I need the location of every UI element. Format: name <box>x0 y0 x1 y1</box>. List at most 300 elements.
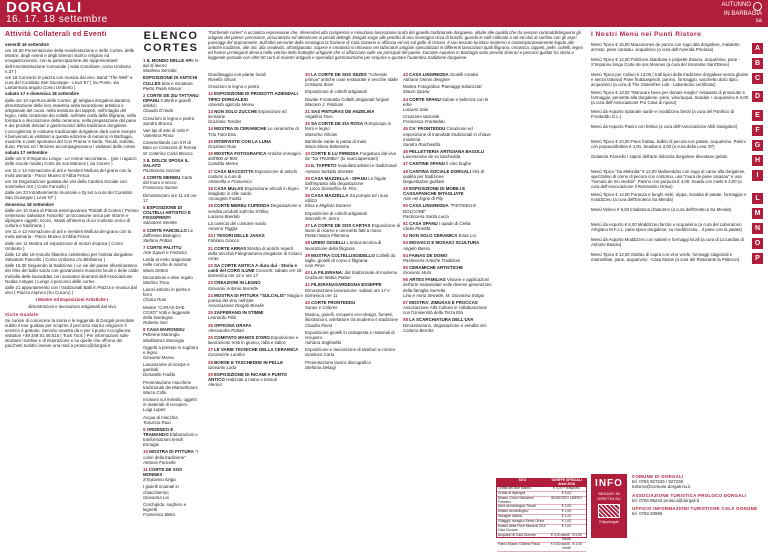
corte-entry <box>403 221 493 231</box>
menu-letter-badge: A <box>752 43 763 54</box>
corte-entry <box>403 72 493 82</box>
menu-letter-badge: H <box>752 155 763 166</box>
menu-text: Menù Tipico € 10,00 Pane frattau, bollito di pecora con patate, acqua/vino. Panini con porpuea/fettina € 4,00, Seadas € 3,00 (a cura della Leva '87) <box>591 138 746 149</box>
corte-number: 57 <box>403 299 408 305</box>
event-paragraph: domenica 18 settembre <box>5 201 54 207</box>
contact-comune-title: COMUNE DI DORGALI <box>632 474 684 479</box>
corte-desc: Acqua di macchia <box>143 414 178 420</box>
corte-author: Degustazioni guidate <box>403 178 445 184</box>
corte-number: 17 <box>208 168 213 174</box>
sites-col-rates: TARIFFE SPECIALI Aledi 2016 <box>551 478 582 486</box>
corte-entry <box>403 149 493 159</box>
event-paragraph: dalle ore 10 Apertura delle Cortes: gli artigiani dorgalesi daranno dimostrazione delle loro maestria nella lavorazione artistica e artigianale del cuoio, nella tessitura dei tappeti, nell'intaglio del legno, nella creazione dei coltelli, nell'arte orafa della filigrana, nella tornitura e decorazione della ceramica, nella preparazione del pane e dei prodotti dolciari e gastronomici della tradizione dorgalese. L'accoglienza in costume tradizionale dorgalese darà come sempre il benvenuto ai visitatori a questa edizione di Autunno in Barbagia, musiche e canti spontanei del Cori Prama 'e Seda, Tiscali, Isolottu, Ilune, Perosi ed i Tenores accompagneranno i visitatori delle cortes <box>5 97 137 149</box>
corte-number: 53 <box>403 240 408 246</box>
corte-title: SA CORTE DE ZIA ROSA <box>311 121 364 127</box>
corte-number: 21 <box>208 245 213 251</box>
corte-desc: Le ceramiche di Tziu Totoi Ena <box>208 126 299 137</box>
corte-desc: I quadri di Clelia <box>438 220 471 226</box>
corte-author: Pasticceria Antiche Tradizioni <box>403 257 461 263</box>
corte-author: Chiara Ruiu <box>143 297 167 303</box>
corte-desc: Degustazione e vendita prodotti sott'olio S'Ollia, <box>208 203 302 214</box>
info-box <box>591 474 627 538</box>
menu-item <box>591 72 763 87</box>
events-heading: Attività Collaterali ed Eventi <box>5 31 107 38</box>
corte-number: 56 <box>403 277 408 283</box>
corte-entry <box>143 327 199 342</box>
corte-author: Ivan Piras <box>305 263 325 268</box>
corte-desc: Esposizioni ed incisione <box>208 108 287 120</box>
corte-author: Luciano Sale <box>403 106 429 112</box>
site-name: Parco Museo S'Abba Frisca <box>498 541 540 546</box>
corte-author: Claudio D'Aiuto <box>143 108 174 114</box>
corte-number: 37 <box>305 222 310 228</box>
corte-entry <box>305 89 401 94</box>
menu-text: Menù Veloce € 9,00 Insalatona d'autunno (a cura dell'Enoteca Sa Menda) <box>591 206 732 212</box>
corte-title: CORTE DE SOS MONNES <box>143 466 183 478</box>
corte-title: NON SOLO CERAMICA <box>409 233 458 239</box>
corte-number: 58 <box>403 317 408 323</box>
corte-entry <box>305 163 401 173</box>
cortes-entries <box>143 58 199 517</box>
corte-entry <box>208 280 303 290</box>
corte-desc: Elaborazioni e trasformazioni tessili <box>143 432 198 443</box>
corte-title: FILIGRANASARDEGNA ESSEPPE <box>311 282 382 288</box>
site-name: Area archeologica Tiscali <box>498 504 536 509</box>
corte-author: Luciana Boeddu <box>208 213 240 219</box>
corte-number: 7 <box>143 245 146 250</box>
corte-author: Alenrur <box>208 382 223 388</box>
menu-letter-badge: L <box>752 193 763 204</box>
corte-title: COMITATO MANOS D'ORO <box>214 334 270 340</box>
corte-author: Stefano Pottari <box>143 237 173 243</box>
corte-number: 12 <box>208 91 213 97</box>
corte-author: Mariano J. Poliziani <box>305 101 344 107</box>
corte-desc: Vini di qualità per tradizione <box>403 168 485 179</box>
corte-author: Claudia Pinna <box>305 322 333 328</box>
corte-entry <box>403 161 493 166</box>
corte-entry <box>208 72 303 82</box>
menu-letter-badge: I <box>752 170 763 181</box>
corte-author: Elisa e Migliata Danese <box>305 203 351 209</box>
corte-entry <box>403 114 493 124</box>
sites-col-site: SITO <box>518 478 527 482</box>
corte-number: 33 <box>305 151 310 157</box>
corte-title: CA' FRONTEDDU <box>409 126 446 132</box>
menu-letter-badge: G <box>752 140 763 151</box>
corte-desc: I gioielli ricamati in chiacchierino <box>143 484 179 495</box>
qr-code-icon <box>598 504 620 518</box>
menu-text: Menù Tipico per Celiaci € 13,00 ( tutti tipici della tradizione dorgalese senza glutine e senza lattosio) Pane fruttaiaspeciti, panino, formaggio, sacchetto dolci tipici, acqua/vino (a cura di The Glutenfree Lab - Laboratorio certificato) <box>591 72 749 88</box>
event-paragraph: dalle ore 23 Intrattenimento musicale e Dj set a cura del Comitato San Giuseppe ( Leva '87 ) <box>5 190 133 201</box>
menu-item <box>591 237 763 249</box>
corte-number: 42 <box>305 299 310 305</box>
corte-entry <box>305 211 401 221</box>
contact-comune-phone: tel. 0784.927225 / 927236 <box>632 479 684 485</box>
corte-desc: "Achende primos" antiche cose restaurate e vecchie stalle <box>305 72 398 83</box>
corte-desc: Forgiatura dal vivo de "Sa TRUMBA" (lo scacciapensieri) <box>305 151 397 162</box>
corte-number: 25 <box>208 310 213 316</box>
corte-title: IL DOLCE SPOSA IL SALATO <box>143 157 189 168</box>
corte-author: Francesca Fronteddu <box>403 119 445 125</box>
corte-author: Gianluca Carta <box>305 352 335 358</box>
corte-author: P. Licco Scientifico M. Piro <box>305 185 357 191</box>
menu-item <box>591 252 763 264</box>
corte-title: MOSTRA DI CERAMICHE <box>214 126 267 132</box>
corte-author: Giovanna Loi <box>143 494 169 500</box>
event-paragraph: dalle ore 10 Gara di Pittura estemporanea "Ritratti di Cortes ( Premio centenario Salvatore Fancello" un'occasione unica per ritrarre e dipingere oggetti, scorci, istanti all'interno di un contesto unico di cultura e tradizione ) <box>5 207 139 229</box>
menu-letter-badge: P <box>752 253 763 264</box>
contact-comune-email[interactable]: turismo@comune.dorgali.nu.it <box>632 484 691 490</box>
event-paragraph: dalle 21 appuntamento con i tradizionali Balli in Piazza e musica dal vivo ( Piazza Asproni (Su Cucuru) ) <box>5 284 137 296</box>
corte-number: 18 <box>208 185 213 191</box>
corte-title: OFFICINA ORAFA <box>214 322 252 328</box>
menu-letter-badge: C <box>752 73 763 84</box>
corte-author: Pasticceria Garroni <box>143 167 181 173</box>
corte-title: CORTE SPANU <box>409 96 441 102</box>
corte-entry <box>208 91 303 106</box>
corte-number: 36 <box>305 193 310 199</box>
corte-title: LA SCARCHIATURA DELL'UVA <box>409 317 474 323</box>
site-name: Museo Civico Salvatore Fancello <box>498 495 534 504</box>
page-title: DORGALI <box>6 0 83 16</box>
corte-number: 29 <box>208 371 213 377</box>
cortes-heading <box>143 30 199 54</box>
corte-author: Pietro Paolo Masuri <box>143 85 182 91</box>
event-paragraph: dalle 16.30 Seguendo la tradizione ( Le vie del paese rilluminaranno dei ritmi del ballo sardo con giovanissimi musicisti locali e delle calde melodie delle launeddas con suonatori itineranti dell'Associazione Nodas Antigas ) Lungo il percorso delle cortes <box>5 263 139 284</box>
corte-title: LA CORTE DE SOS SEZES <box>311 72 367 77</box>
corte-author: Francesco Nonne <box>143 185 178 191</box>
corte-number: 27 <box>208 347 213 353</box>
corte-number: 26 <box>208 334 213 340</box>
corte-entry <box>143 93 199 114</box>
corte-number: 6 <box>143 227 146 233</box>
corte-author: Mauro Spanu <box>403 89 430 95</box>
corte-author: Marco Collu <box>143 389 167 395</box>
corte-entry <box>403 300 493 315</box>
corte-author: Maddalena Marongiu <box>143 337 185 343</box>
event-paragraph: venerdì 16 settembre <box>5 42 49 47</box>
corte-entry <box>208 347 303 357</box>
corte-entry <box>208 151 303 166</box>
corte-desc: Presentazione lavoro discografico <box>305 359 371 365</box>
menu-letter-badge: B <box>752 58 763 69</box>
corte-author: Marilena Serratte <box>143 68 177 74</box>
site-name: Museo della Foce Monaca CEA Cala Gonone <box>498 524 546 532</box>
corte-desc: Creazioni in legno e pietra <box>143 115 195 121</box>
corte-entry <box>208 323 303 333</box>
corte-entry <box>143 205 199 226</box>
corte-number: 43 <box>403 72 408 77</box>
corte-author: Giovanni Lada <box>208 364 237 370</box>
events-column <box>5 30 139 536</box>
corte-author: Ceramiche Landini <box>208 352 245 358</box>
corte-desc: Incisioni sul metallo, oggetti in materiali di recupero <box>143 397 197 408</box>
corte-entry <box>305 240 401 250</box>
corte-desc: dal tradizionale al moderno <box>344 270 398 276</box>
corte-author: Mario Dettori <box>143 267 169 273</box>
corte-entry <box>403 233 493 238</box>
event-paragraph: ore 18.30 Presentazione della manifestazione e delle Cortes, delle Mostre, degli eventi e degli itinerari storico religiosi ed enogastronomici, con la partecipazione dei rappresentanti dell'Amministrazione Comunale ( Sala Consiliare, corso Umberto n.37 ) <box>5 48 135 74</box>
event-paragraph: ore 11 e 12 Animazione di arti e mestieri Mollura del grano con la mola asinaria - Parco Museo S'Abba Frisca <box>5 167 132 178</box>
corte-number: 35 <box>305 175 310 181</box>
corte-author: Giovanni Antonio Serrette <box>208 285 259 291</box>
corte-entry <box>143 193 199 203</box>
corte-desc: L'antica tecnica di lavorazione della filigrana <box>305 240 382 251</box>
corte-author: Adriana Saghedda <box>305 340 342 346</box>
corte-number: 46 <box>403 149 408 155</box>
corte-desc: Sa pompia ed i suoi utilizzi <box>305 193 389 204</box>
menu-item <box>591 139 763 151</box>
corte-entry <box>208 310 303 320</box>
cortes-column-2 <box>208 72 303 537</box>
corte-number: 31 <box>305 108 310 114</box>
corte-desc: Mostra Fotografica 'Paesaggi Solarizzati' <box>403 84 483 90</box>
corte-desc: Larda al mirto stagionate nelle conche di marmo <box>143 257 192 268</box>
corte-entry <box>208 263 303 278</box>
corte-number: 54 <box>403 252 408 258</box>
corte-author: Antonio Sorbitta Serrette <box>305 168 354 174</box>
menu-item <box>591 42 763 54</box>
corte-title: CASA MAZZELLA - SPANU <box>311 175 368 181</box>
corte-author: Massimo Olivani <box>305 131 338 137</box>
corte-desc: Lavorazione de su taschedda <box>403 154 461 160</box>
site-rate: INGRESSO LIBERO <box>550 495 583 500</box>
corte-number: 16 <box>208 151 213 157</box>
corte-number: 48 <box>403 168 408 174</box>
corte-number: 45 <box>403 126 408 132</box>
corte-entry <box>403 265 493 275</box>
corte-entry <box>305 109 401 119</box>
corte-entry <box>403 317 493 332</box>
corte-title: CORTE PALITTU <box>146 245 182 250</box>
corte-entry <box>208 360 303 370</box>
corte-desc: Gioielli creativi <box>449 72 479 77</box>
header-banner <box>0 0 768 27</box>
sites-table <box>496 478 587 550</box>
corte-desc: Bambole sarde in pasta di mais <box>305 138 367 144</box>
corte-author: Adriano Omnis designer <box>403 77 451 83</box>
menu-text: Menù Tipico "Sa Mekinda" € 12,00 Malloreddos con sugo di carne alla dorgalese, spezzatino di carne di pecora con contorno, una "mura de pane carasau" e una "menula de mu niedda". Panino con purpuza € 4,00. Seada con miele € 3,00 (a cura dell'Associazione Il Rosmarino Onlus) <box>591 168 746 189</box>
corte-desc: Carte del muro a secco <box>143 175 193 186</box>
contact-proloco-phone: tel. 0784.96243 proloco@dorgali.it <box>632 497 699 503</box>
contacts <box>632 474 763 516</box>
corte-author: Cantina Berritta <box>403 327 434 333</box>
corte-entry <box>305 72 401 87</box>
event-paragraph: sabato 17 settembre <box>5 150 48 156</box>
corte-number: 25 <box>208 322 213 328</box>
corte-desc: Lavori artistici in pietra e ferro <box>143 287 191 298</box>
corte-entry <box>143 128 199 138</box>
corte-author: Angelo Busso <box>403 245 431 251</box>
contact-office-phone: tel. 0784.93696 <box>632 511 663 517</box>
site-rate: € 1,00 <box>561 519 572 524</box>
corte-entry <box>208 186 303 201</box>
menu-text: Gelateria Fancello I sapori dell'arte dolciaria dorgalese diventano gelato <box>591 153 728 159</box>
corte-desc: Giardinaggio con piante locali <box>208 72 266 77</box>
corte-number: 3 <box>143 157 146 163</box>
menu-item <box>591 57 763 69</box>
corte-author: S'Impannu longu <box>143 477 176 483</box>
corte-title: LE VARIE TECNICHE DELLA CERAMICA <box>214 347 299 353</box>
site-rate: € 2,00 <box>561 504 572 509</box>
corte-title: ZAFFERANO IN STIMMI <box>214 310 264 316</box>
corte-title: PELLETTERIA ARTIGIANA BASOLU <box>409 149 485 155</box>
corte-title: ESPOSIZIONE DI MOBILI E CASSAPANCHE INTAGLIATE <box>403 185 466 197</box>
corte-desc: Mostra di antichi reperti della Vecchia Falegnameria dorgalese di Ciriaco Arras <box>208 245 302 261</box>
corte-entry <box>403 97 493 112</box>
corte-title: IL TAPPETO <box>311 163 337 169</box>
corte-author: Associazione Dorgali Brealie <box>208 303 264 309</box>
cortes-heading-line2: CORTES <box>143 42 199 54</box>
cortes-list-column <box>143 30 199 536</box>
corte-desc: Oggetti a presepi in sughero e legno <box>143 344 199 355</box>
corte-desc: Dimostrazioni ore 11 ed ore 17 <box>143 192 197 203</box>
corte-entry <box>143 140 199 155</box>
corte-desc: Esposizione e lavorazione resti in giunco, rafia e salice <box>208 334 299 346</box>
corte-author: Orafarum Mattia Pottari <box>305 275 351 281</box>
sites-rows <box>497 487 586 552</box>
corte-entry <box>305 176 401 191</box>
corte-number: 51 <box>403 220 408 226</box>
corte-author: Candida Mereu <box>208 161 239 167</box>
corte-author: M. Caterina Carta Brocca <box>143 150 193 156</box>
corte-desc: realizzati a mano e tessuti <box>226 376 277 382</box>
corte-title: LA FILIGRANA: <box>311 270 344 276</box>
corte-title: CASA MULAS <box>214 185 244 191</box>
corte-desc: Rompicapo in ferro e legno <box>305 121 392 132</box>
corte-number: 30 <box>305 72 310 77</box>
facebook-page[interactable]: Enjoydorgali <box>599 520 619 524</box>
corte-entry <box>305 270 401 280</box>
info-follow: SEGUICI IN DIRETTA SU <box>597 491 621 501</box>
corte-title: CORTE MERIEU <box>146 175 181 181</box>
corte-desc: Le frigule dall'impasto alla degustazione <box>305 175 387 186</box>
corte-desc: Visione e applicazioni dell'arte tramandate nelle diverse generazioni della famiglia Serrette <box>403 277 492 293</box>
corte-entry <box>143 245 199 255</box>
site-rate: € 5,00 <box>561 490 572 495</box>
menu-letter-badge: N <box>752 223 763 234</box>
corte-entry <box>143 275 199 285</box>
corte-author: Pasticceria Santa Lucia <box>403 213 449 219</box>
site-rate: € 6,50 adulti - € 4,00 ridotti <box>551 541 582 550</box>
corte-author: Sanus e Colores <box>305 305 338 311</box>
corte-desc: La camicia del costume sardo <box>208 220 267 226</box>
corte-entry <box>208 84 303 89</box>
corte-entry <box>143 380 199 395</box>
corte-entry <box>403 277 493 298</box>
corte-entry <box>143 257 199 272</box>
corte-author: Alessandro Pottari <box>208 327 244 333</box>
corte-title: LA CORTE DE SOS CARTAS <box>311 222 371 228</box>
corte-title: CASA MACCIOTTA <box>214 168 254 174</box>
corte-number: 24 <box>208 292 213 298</box>
corte-desc: Creazioni sartoriali <box>403 114 440 120</box>
corte-title: CORTE ARRAS <box>214 245 247 251</box>
corte-title: CASA MAZZELLA <box>311 193 349 199</box>
corte-entry <box>208 335 303 345</box>
event-dates: 16. 17. 18 settembre <box>6 14 108 25</box>
corte-number: 10 <box>143 449 148 455</box>
corte-desc: Creazioni in legno e pietra <box>208 84 260 90</box>
corte-author: Arianna Toggia <box>208 226 238 232</box>
corte-desc: Antiche immagini dell'800 al '900 <box>208 151 301 162</box>
corte-entry <box>305 253 401 268</box>
event-paragraph: dalle 12 alle 18 Annullo filatelico celebrativo per l'artista dorgalese Salvatore Fancello ( Corso Umberto c/o Biblioteca ) <box>5 251 133 263</box>
corte-author: Donatello Fadda <box>143 372 176 378</box>
corte-entry <box>403 126 493 147</box>
sites-row <box>497 543 586 552</box>
menu-items <box>591 42 763 264</box>
corte-desc: Coltelli da taglio, gioielli di corno e filigrana <box>305 252 396 263</box>
corte-author: Stefania Delaigi <box>305 364 336 370</box>
corte-desc: Esposizione e lavorazione di tamburi a cornice <box>305 347 396 353</box>
exhibitions-note: dimostrazioni e lavorazioni artigianali dal vivo <box>28 304 116 310</box>
corte-desc: "PISTIDDU E DOLCONE" <box>403 203 477 214</box>
corte-author: Giovanni Mula <box>403 270 432 276</box>
corte-entry <box>305 360 401 370</box>
corte-desc: Coltelli e gioielli artistici <box>143 98 191 109</box>
event-paragraph: ore 18 Concerto in piazza con musica dal vivo. Band "The Well" a cura del Comitato San Giuseppe - Leva '87 ( Su Ponte, via Lamarmora angolo Corso Umberto ) <box>5 74 133 91</box>
corte-title: MOSAICO E MOSAICI SCULTURA <box>409 240 480 246</box>
corte-desc: Associazione Alfa Cultura in collaborazione con l'Università della Terza Età <box>403 305 487 316</box>
menu-item <box>591 109 763 121</box>
menu-text: Menù da Asporto Panini con fettina (a cura dell'Associazione Abili Navigatori) <box>591 123 738 129</box>
logo-line2: IN BARBAGIA <box>723 11 762 17</box>
menu-item <box>591 222 763 234</box>
menu-text: Menù Tipico € 13,00 "Manicare bene per donare meglio" Antipasto di prosciutto e formaggio, pennette alla dorgalese, pane, vino/acqua. Seadas + acqua/vino € 4,00 (a cura dell'Associazione Pro Casa di riposo) <box>591 90 749 106</box>
corte-entry <box>305 193 401 208</box>
corte-author: Francesca Betta <box>143 512 175 518</box>
corte-entry <box>143 502 199 517</box>
corte-entry <box>143 158 199 173</box>
cortes-heading-line1: ELENCO <box>143 30 199 42</box>
corte-entry <box>143 305 199 326</box>
menu-item <box>591 169 763 189</box>
corte-title: ESPOSIZIONE DI ANTICHI CULLES <box>143 75 198 86</box>
corte-desc: Davide Fronteddu Coltelli artigianali forgiati <box>305 96 389 102</box>
menu-item <box>591 90 763 105</box>
corte-desc: Esposizione di lavori di ricamo e uncinetto fatti a mano <box>305 222 400 234</box>
corte-desc: Mostre "CARAS DAE COXO" Volti e leggende della Sardegna <box>143 304 190 320</box>
corte-number: 5 <box>143 204 146 210</box>
corte-entry <box>305 330 401 345</box>
corte-desc: manufatti artistici e tradizionali <box>337 163 397 169</box>
corte-entry <box>143 287 199 302</box>
cortes-column-3 <box>305 72 401 537</box>
corte-title: I TESORI DELLE JANAS <box>214 233 265 239</box>
corte-entry <box>143 362 199 377</box>
corte-author: Clelia Piredda <box>403 226 431 232</box>
corte-title: CASA MARONGIU <box>146 327 185 333</box>
corte-desc: Corchipìdu, sughero e legnetti <box>143 501 187 513</box>
corte-desc: Creazione ed esposizione di manufatti tradizionali in chiave moderna <box>403 126 491 142</box>
corte-entry <box>403 240 493 250</box>
logo-brand: sa <box>755 18 762 24</box>
corte-author: Arte Sapori e Fantasia <box>143 250 187 256</box>
corte-author: Sandra Ruichiedda <box>403 141 441 147</box>
corte-title: CASA LINGREDDA <box>409 72 449 77</box>
info-section <box>591 474 763 538</box>
menu-text: Menù Tipico € 12,00 Polizione sbarduna e polpette d'asino, acqua/vino, pane - S'Impannu longu Corte de sos Monnes (a cura del ristorante Sant'Elene) <box>591 57 740 68</box>
event-paragraph: dalle ore 9 S'Impannu Longu - Le nonne raccontano... (per i ragazzi delle scuole medie) Corte de sos Mannos ( via Cerere ) <box>5 156 137 167</box>
menu-text: Menù Tipico € 15,00 Maccarones de punzu con sugo alla dorgalese, maialetto arrosto, pane carasau, acqualvino (a cura dell'Azienda Predosa) <box>591 42 740 53</box>
corte-entry <box>143 484 199 499</box>
corte-number: 38 <box>305 240 310 246</box>
corte-number: 52 <box>403 233 408 239</box>
corte-title: IL MONDO DELLE API: <box>146 58 195 63</box>
corte-number: 20 <box>208 233 213 239</box>
site-name: Grotta del Bue Marino <box>498 485 532 490</box>
